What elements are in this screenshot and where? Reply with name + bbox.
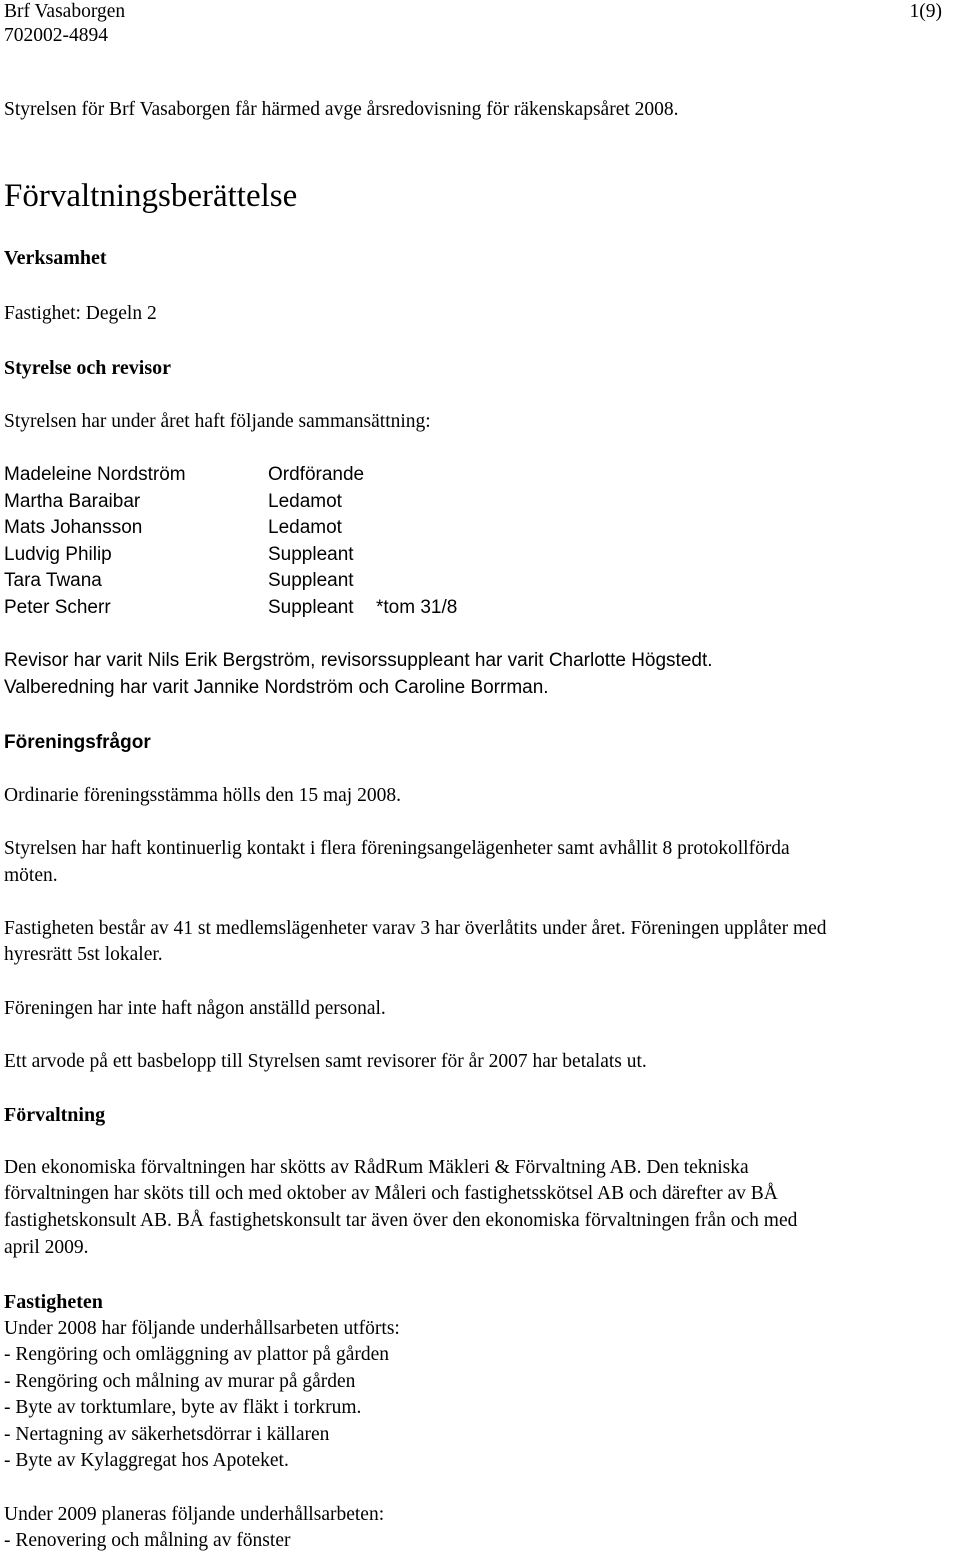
member-role: Ledamot bbox=[268, 490, 342, 512]
list-item: - Byte av torktumlare, byte av fläkt i torkrum. bbox=[4, 1397, 362, 1418]
intro-text: Styrelsen för Brf Vasaborgen får härmed avge årsredovisning för räkenskapsåret 2008. bbox=[4, 99, 679, 120]
heading-verksamhet: Verksamhet bbox=[4, 247, 107, 269]
arvode-text: Ett arvode på ett basbelopp till Styrelsen samt revisorer för år 2007 har betalats ut. bbox=[4, 1051, 647, 1072]
list-item: - Rengöring och målning av murar på gården bbox=[4, 1371, 356, 1392]
forvaltning-line2: förvaltningen har sköts till och med oktober av Måleri och fastighetsskötsel AB och därefter av BÅ bbox=[4, 1183, 778, 1204]
fastighet-text: Fastighet: Degeln 2 bbox=[4, 303, 157, 324]
member-name: Tara Twana bbox=[4, 570, 102, 592]
list-item: - Byte av Kylaggregat hos Apoteket. bbox=[4, 1450, 289, 1471]
revisor-text: Revisor har varit Nils Erik Bergström, revisorssuppleant har varit Charlotte Högstedt. bbox=[4, 650, 713, 671]
member-role: Ledamot bbox=[268, 517, 342, 539]
member-role: Suppleant bbox=[268, 543, 354, 565]
list-item: - Rengöring och omläggning av plattor på gården bbox=[4, 1344, 390, 1365]
kontakt-text-line2: möten. bbox=[4, 865, 58, 886]
page-title: Förvaltningsberättelse bbox=[4, 178, 298, 214]
forvaltning-line1: Den ekonomiska förvaltningen har skötts av RådRum Mäkleri & Förvaltning AB. Den tekniska bbox=[4, 1157, 749, 1178]
forvaltning-line4: april 2009. bbox=[4, 1237, 89, 1258]
heading-styrelse: Styrelse och revisor bbox=[4, 357, 172, 379]
org-name: Brf Vasaborgen bbox=[4, 1, 126, 22]
member-name: Madeleine Nordström bbox=[4, 464, 186, 485]
member-role: Ordförande bbox=[268, 464, 365, 485]
lagenheter-text-line1: Fastigheten består av 41 st medlemslägenheter varav 3 har överlåtits under året. Föreningen upplåter med bbox=[4, 918, 827, 939]
member-name: Ludvig Philip bbox=[4, 543, 112, 565]
member-role: Suppleant bbox=[268, 570, 354, 592]
list-item: - Renovering och målning av fönster bbox=[4, 1530, 291, 1551]
member-name: Peter Scherr bbox=[4, 596, 111, 618]
heading-foreningsfragor: Föreningsfrågor bbox=[4, 732, 151, 753]
member-role: Suppleant bbox=[268, 596, 354, 618]
lagenheter-text-line2: hyresrätt 5st lokaler. bbox=[4, 944, 163, 965]
stamma-text: Ordinarie föreningsstämma hölls den 15 maj 2008. bbox=[4, 785, 401, 806]
member-note: *tom 31/8 bbox=[376, 596, 458, 618]
list-item: - Nertagning av säkerhetsdörrar i källaren bbox=[4, 1424, 330, 1445]
member-name: Martha Baraibar bbox=[4, 490, 141, 512]
heading-forvaltning: Förvaltning bbox=[4, 1104, 106, 1126]
valberedning-text: Valberedning har varit Jannike Nordström och Caroline Borrman. bbox=[4, 677, 549, 698]
heading-fastigheten: Fastigheten bbox=[4, 1291, 103, 1313]
forvaltning-line3: fastighetskonsult AB. BÅ fastighetskonsult tar även över den ekonomiska förvaltningen från och med bbox=[4, 1210, 798, 1231]
member-name: Mats Johansson bbox=[4, 517, 143, 539]
page-number: 1(9) bbox=[909, 1, 942, 22]
styrelse-intro: Styrelsen har under året haft följande sammansättning: bbox=[4, 411, 431, 432]
org-number: 702002-4894 bbox=[4, 25, 108, 46]
underhall-2008-intro: Under 2008 har följande underhållsarbeten utförts: bbox=[4, 1318, 400, 1339]
personal-text: Föreningen har inte haft någon anställd personal. bbox=[4, 998, 386, 1019]
kontakt-text-line1: Styrelsen har haft kontinuerlig kontakt i flera föreningsangelägenheter samt avhållit 8 protokollförda bbox=[4, 838, 790, 859]
underhall-2009-intro: Under 2009 planeras följande underhållsarbeten: bbox=[4, 1504, 385, 1525]
